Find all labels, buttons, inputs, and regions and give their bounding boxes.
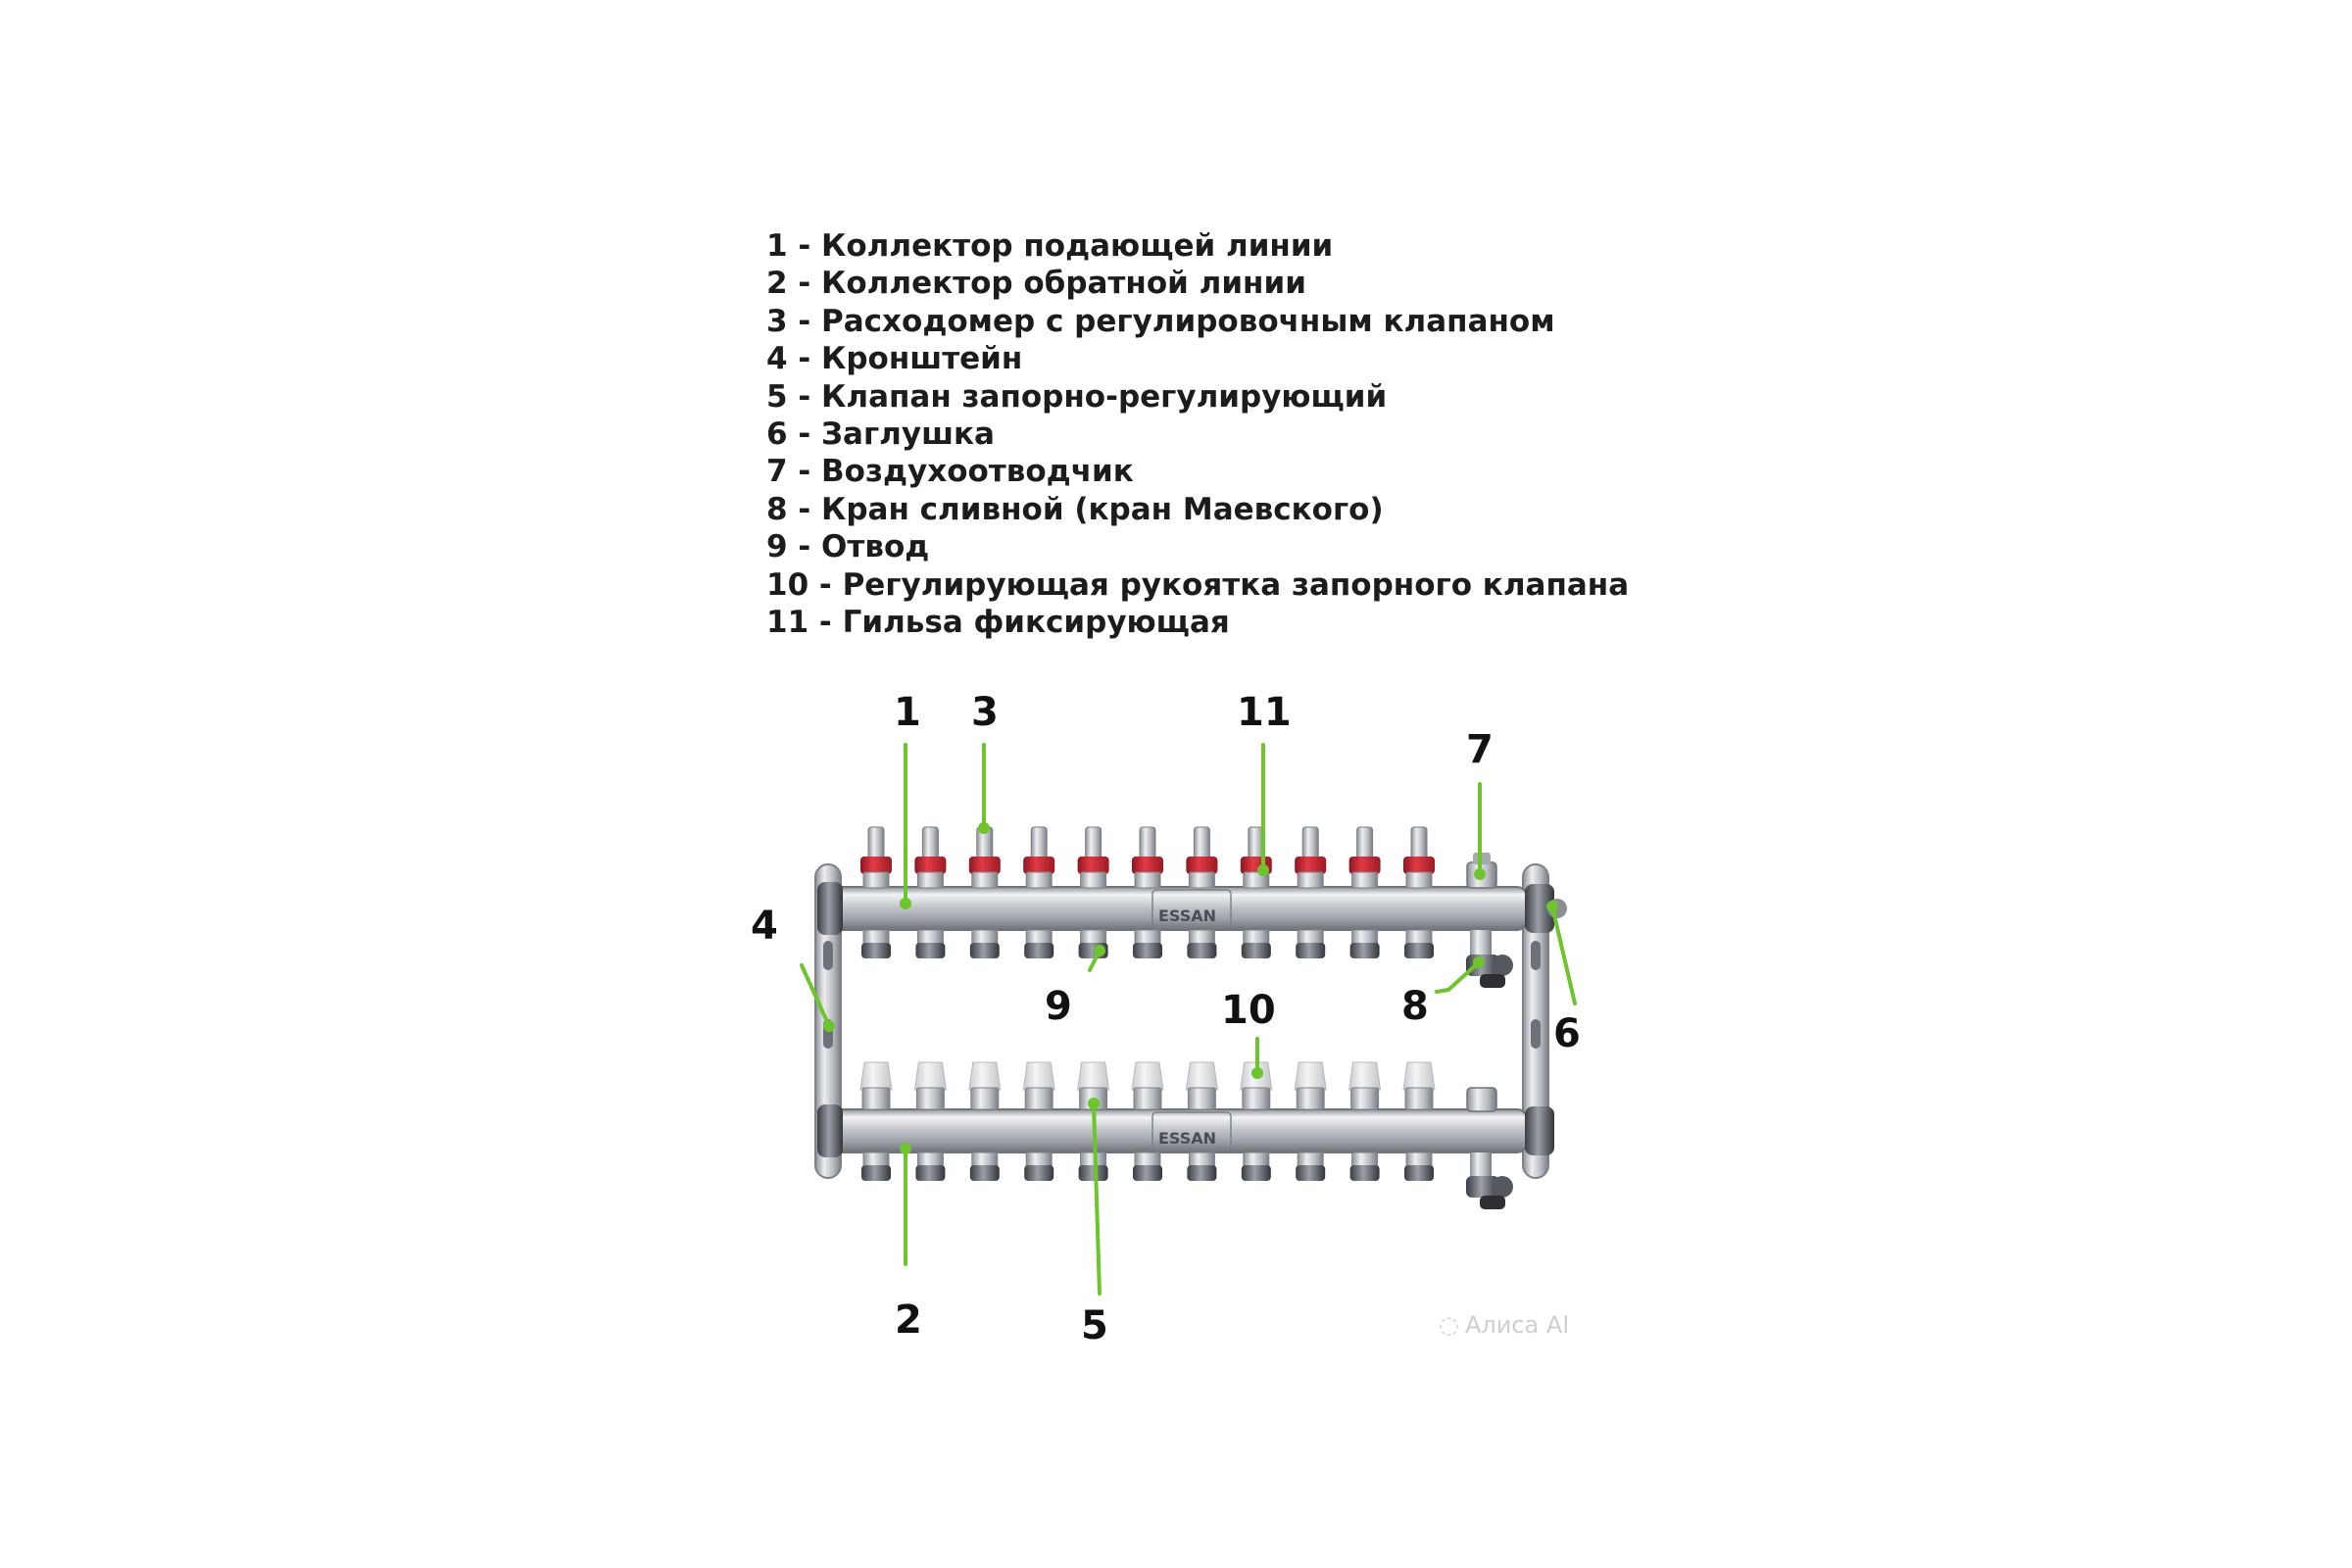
- legend-item-3: 3 - Расходомер с регулировочным клапаном: [766, 303, 1555, 339]
- return-outlet-8: [1242, 1152, 1271, 1181]
- valve-cap-11: [1403, 1062, 1435, 1109]
- supply-outlet-7: [1187, 930, 1216, 958]
- return-outlet-9: [1296, 1152, 1325, 1181]
- legend-item-4: 4 - Кронштейн: [766, 341, 1023, 377]
- return-outlet-4: [1024, 1152, 1054, 1181]
- alice-logo-icon: ◌: [1439, 1311, 1459, 1339]
- flowmeter-7: [1186, 827, 1217, 888]
- valve-cap-1: [860, 1062, 892, 1109]
- brand-label-bottom: ESSAN: [1158, 1129, 1217, 1148]
- return-outlet-6: [1133, 1152, 1162, 1181]
- legend-item-1: 1 - Коллектор подающей линии: [766, 228, 1334, 264]
- supply-outlet-8: [1242, 930, 1271, 958]
- valve-cap-4: [1023, 1062, 1054, 1109]
- callout-2: 2: [895, 1298, 922, 1343]
- return-outlet-row: [861, 1152, 1434, 1181]
- return-outlet-11: [1404, 1152, 1434, 1181]
- valve-cap-9: [1295, 1062, 1326, 1109]
- legend-item-7: 7 - Воздухоотводчик: [766, 454, 1134, 490]
- drain-valve-bottom: [1466, 1152, 1513, 1209]
- supply-outlet-9: [1296, 930, 1325, 958]
- return-outlet-2: [915, 1152, 945, 1181]
- callout-4: 4: [751, 904, 778, 949]
- drain-valve: [1466, 930, 1513, 988]
- valve-cap-2: [914, 1062, 946, 1109]
- callout-9: 9: [1045, 984, 1072, 1029]
- callout-7: 7: [1466, 727, 1494, 772]
- supply-outlet-10: [1350, 930, 1380, 958]
- watermark-label: Алиса AI: [1464, 1311, 1570, 1339]
- flowmeter-3: [969, 827, 1001, 888]
- watermark: [1439, 1311, 1569, 1339]
- valve-cap-row: [860, 1062, 1435, 1109]
- supply-outlet-3: [970, 930, 1000, 958]
- brand-label-top: ESSAN: [1158, 906, 1217, 925]
- flowmeter-row: [860, 827, 1435, 888]
- legend-item-10: 10 - Регулирующая рукоятка запорного клапана: [766, 566, 1630, 603]
- return-outlet-5: [1079, 1152, 1108, 1181]
- callout-5: 5: [1081, 1303, 1108, 1348]
- callout-8: 8: [1401, 984, 1429, 1029]
- legend-item-5: 5 - Клапан запорно-регулирующий: [766, 378, 1388, 415]
- supply-outlet-row: [861, 930, 1434, 958]
- return-outlet-7: [1187, 1152, 1216, 1181]
- flowmeter-10: [1349, 827, 1381, 888]
- supply-outlet-11: [1404, 930, 1434, 958]
- callout-11: 11: [1237, 690, 1292, 735]
- valve-cap-7: [1186, 1062, 1217, 1109]
- return-outlet-10: [1350, 1152, 1380, 1181]
- flowmeter-6: [1132, 827, 1163, 888]
- supply-outlet-2: [915, 930, 945, 958]
- legend-item-9: 9 - Отвод: [766, 529, 930, 565]
- flowmeter-1: [860, 827, 892, 888]
- supply-outlet-4: [1024, 930, 1054, 958]
- flowmeter-4: [1023, 827, 1054, 888]
- supply-outlet-1: [861, 930, 891, 958]
- callout-3: 3: [971, 690, 999, 735]
- flowmeter-8: [1241, 827, 1272, 888]
- legend-item-2: 2 - Коллектор обратной линии: [766, 266, 1306, 302]
- flowmeter-11: [1403, 827, 1435, 888]
- callout-6: 6: [1553, 1011, 1581, 1056]
- return-outlet-3: [970, 1152, 1000, 1181]
- callout-1: 1: [894, 690, 921, 735]
- flowmeter-2: [914, 827, 946, 888]
- flowmeter-5: [1078, 827, 1109, 888]
- return-outlet-1: [861, 1152, 891, 1181]
- legend-item-6: 6 - Заглушка: [766, 416, 995, 453]
- leader-lines: [802, 745, 1575, 1294]
- valve-cap-6: [1132, 1062, 1163, 1109]
- supply-outlet-6: [1133, 930, 1162, 958]
- callout-10: 10: [1221, 988, 1276, 1033]
- valve-cap-10: [1349, 1062, 1381, 1109]
- air-vent-bottom: [1467, 1088, 1496, 1111]
- legend-item-8: 8 - Кран сливной (кран Маевского): [766, 491, 1384, 527]
- flowmeter-9: [1295, 827, 1326, 888]
- valve-cap-3: [969, 1062, 1001, 1109]
- legend-item-11: 11 - Гильsа фиксирующая: [766, 605, 1230, 641]
